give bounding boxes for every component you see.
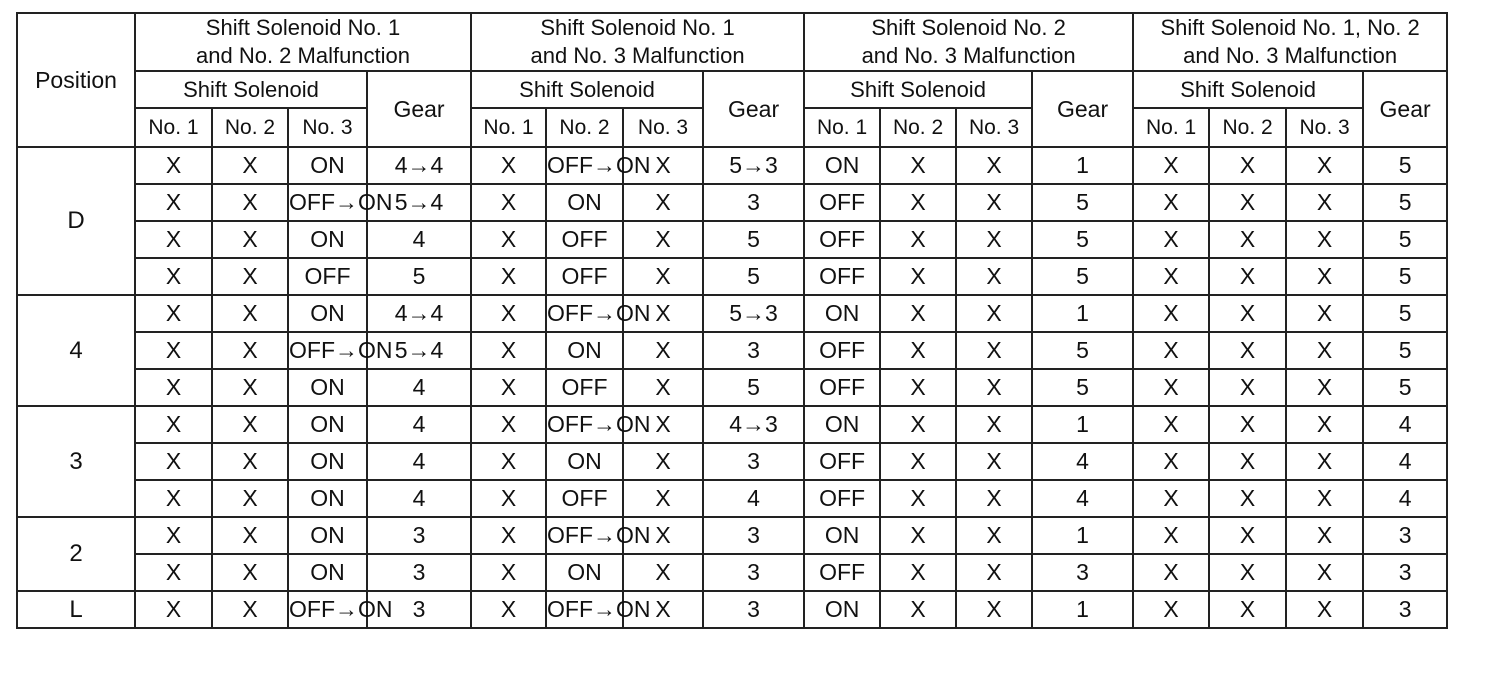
gear-cell: 5 [1032, 258, 1133, 295]
solenoid-state-cell: OFF→ON [546, 295, 623, 332]
gear-cell: 3 [1363, 591, 1447, 628]
gear-cell: 4 [367, 480, 471, 517]
solenoid-no3-header: No. 3 [623, 108, 703, 147]
gear-cell: 4 [367, 406, 471, 443]
solenoid-state-cell: X [212, 147, 288, 184]
solenoid-state-cell: X [956, 480, 1032, 517]
gear-cell: 5→4 [367, 184, 471, 221]
gear-cell: 3 [367, 517, 471, 554]
gear-cell: 5 [1363, 369, 1447, 406]
solenoid-state-cell: OFF [546, 369, 623, 406]
gear-cell: 1 [1032, 147, 1133, 184]
solenoid-state-cell: X [956, 221, 1032, 258]
solenoid-state-cell: OFF [804, 480, 880, 517]
table-row [17, 443, 1447, 480]
solenoid-state-cell: X [212, 295, 288, 332]
table-row [17, 480, 1447, 517]
gear-cell: 5 [703, 369, 804, 406]
solenoid-state-cell: X [1286, 332, 1363, 369]
solenoid-state-cell: X [880, 221, 956, 258]
solenoid-state-cell: ON [288, 221, 367, 258]
solenoid-state-cell: X [623, 406, 703, 443]
solenoid-state-cell: OFF [546, 480, 623, 517]
solenoid-state-cell: X [212, 258, 288, 295]
table-row [17, 591, 1447, 628]
gear-cell: 5 [1032, 221, 1133, 258]
solenoid-state-cell: X [1133, 147, 1209, 184]
gear-cell: 5→3 [703, 147, 804, 184]
solenoid-state-cell: X [623, 147, 703, 184]
solenoid-state-cell: X [1209, 221, 1286, 258]
solenoid-state-cell: ON [546, 554, 623, 591]
group-header-2 [471, 13, 804, 71]
solenoid-state-cell: X [1133, 517, 1209, 554]
gear-cell: 4→3 [703, 406, 804, 443]
solenoid-state-cell: X [956, 443, 1032, 480]
solenoid-state-cell: X [1209, 184, 1286, 221]
solenoid-state-cell: X [1209, 406, 1286, 443]
solenoid-state-cell: ON [288, 554, 367, 591]
solenoid-state-cell: X [135, 184, 212, 221]
solenoid-state-cell: X [1133, 480, 1209, 517]
solenoid-no3-header: No. 3 [1286, 108, 1363, 147]
solenoid-state-cell: X [623, 369, 703, 406]
solenoid-state-cell: X [135, 258, 212, 295]
gear-cell: 3 [367, 591, 471, 628]
solenoid-state-cell: X [135, 443, 212, 480]
group-title-line1: Shift Solenoid No. 2 [871, 15, 1066, 40]
solenoid-state-cell: X [1209, 258, 1286, 295]
solenoid-state-cell: X [623, 221, 703, 258]
solenoid-state-cell: X [880, 517, 956, 554]
solenoid-state-cell: ON [804, 517, 880, 554]
solenoid-no3-header: No. 3 [288, 108, 367, 147]
solenoid-state-cell: X [135, 332, 212, 369]
solenoid-state-cell: X [1286, 221, 1363, 258]
solenoid-state-cell: X [1286, 184, 1363, 221]
solenoid-state-cell: X [1286, 295, 1363, 332]
solenoid-state-cell: ON [804, 406, 880, 443]
solenoid-state-cell: ON [804, 147, 880, 184]
solenoid-state-cell: X [880, 147, 956, 184]
solenoid-state-cell: X [956, 591, 1032, 628]
gear-cell: 3 [1032, 554, 1133, 591]
gear-cell: 3 [1363, 554, 1447, 591]
solenoid-state-cell: X [623, 443, 703, 480]
group-header-4 [1133, 13, 1447, 71]
gear-cell: 5 [1363, 258, 1447, 295]
solenoid-state-cell: ON [804, 295, 880, 332]
solenoid-state-cell: OFF [804, 554, 880, 591]
gear-cell: 5 [1363, 221, 1447, 258]
solenoid-state-cell: X [1133, 221, 1209, 258]
solenoid-state-cell: X [471, 406, 546, 443]
solenoid-state-cell: X [135, 295, 212, 332]
solenoid-state-cell: X [471, 480, 546, 517]
solenoid-state-cell: X [623, 332, 703, 369]
gear-cell: 5 [1032, 184, 1133, 221]
gear-header: Gear [1363, 71, 1447, 147]
solenoid-state-cell: X [135, 369, 212, 406]
solenoid-state-cell: X [471, 443, 546, 480]
solenoid-state-cell: ON [288, 147, 367, 184]
solenoid-state-cell: ON [546, 184, 623, 221]
gear-cell: 5 [1363, 184, 1447, 221]
solenoid-state-cell: OFF [804, 184, 880, 221]
solenoid-state-cell: X [471, 295, 546, 332]
table-body [17, 147, 1447, 628]
solenoid-state-cell: X [212, 554, 288, 591]
solenoid-state-cell: X [880, 480, 956, 517]
solenoid-no1-header: No. 1 [471, 108, 546, 147]
solenoid-state-cell: X [1286, 258, 1363, 295]
solenoid-state-cell: X [1209, 554, 1286, 591]
gear-header: Gear [367, 71, 471, 147]
table-row [17, 221, 1447, 258]
solenoid-state-cell: X [956, 332, 1032, 369]
solenoid-state-cell: X [1209, 332, 1286, 369]
table-row [17, 332, 1447, 369]
table-row [17, 517, 1447, 554]
solenoid-state-cell: X [623, 480, 703, 517]
shift-solenoid-header: Shift Solenoid [135, 71, 367, 108]
group-title-line1: Shift Solenoid No. 1 [540, 15, 735, 40]
solenoid-state-cell: X [135, 147, 212, 184]
solenoid-state-cell: X [1286, 369, 1363, 406]
gear-cell: 3 [703, 332, 804, 369]
gear-cell: 3 [703, 517, 804, 554]
gear-cell: 5→3 [703, 295, 804, 332]
solenoid-state-cell: X [1209, 147, 1286, 184]
group-title-line1: Shift Solenoid No. 1 [205, 15, 401, 40]
solenoid-state-cell: X [623, 295, 703, 332]
solenoid-state-cell: X [956, 184, 1032, 221]
solenoid-state-cell: X [1133, 406, 1209, 443]
gear-cell: 1 [1032, 406, 1133, 443]
solenoid-state-cell: X [956, 258, 1032, 295]
solenoid-state-cell: OFF [804, 221, 880, 258]
position-header: Position [17, 13, 135, 147]
solenoid-state-cell: X [1133, 184, 1209, 221]
solenoid-state-cell: OFF→ON [288, 184, 367, 221]
solenoid-state-cell: X [471, 554, 546, 591]
gear-cell: 3 [367, 554, 471, 591]
solenoid-state-cell: X [1133, 332, 1209, 369]
solenoid-state-cell: X [212, 221, 288, 258]
gear-cell: 4 [1032, 443, 1133, 480]
solenoid-state-cell: X [471, 147, 546, 184]
table-row [17, 147, 1447, 184]
solenoid-state-cell: X [135, 221, 212, 258]
solenoid-state-cell: OFF [804, 443, 880, 480]
solenoid-state-cell: X [880, 369, 956, 406]
solenoid-no2-header: No. 2 [880, 108, 956, 147]
solenoid-state-cell: OFF [546, 221, 623, 258]
gear-cell: 3 [703, 184, 804, 221]
solenoid-state-cell: OFF→ON [546, 517, 623, 554]
solenoid-state-cell: ON [546, 443, 623, 480]
solenoid-state-cell: X [623, 517, 703, 554]
solenoid-state-cell: X [1133, 591, 1209, 628]
solenoid-state-cell: OFF [546, 258, 623, 295]
gear-cell: 3 [703, 591, 804, 628]
gear-cell: 4 [367, 369, 471, 406]
solenoid-no1-header: No. 1 [1133, 108, 1209, 147]
gear-cell: 5 [367, 258, 471, 295]
group-title-line2: and No. 3 Malfunction [861, 43, 1076, 69]
solenoid-state-cell: ON [288, 295, 367, 332]
gear-cell: 5 [703, 221, 804, 258]
table-row [17, 554, 1447, 591]
table-row [17, 295, 1447, 332]
solenoid-state-cell: X [1133, 295, 1209, 332]
solenoid-state-cell: OFF [804, 369, 880, 406]
gear-cell: 5 [1032, 369, 1133, 406]
solenoid-state-cell: X [135, 517, 212, 554]
solenoid-state-cell: X [880, 554, 956, 591]
gear-header: Gear [703, 71, 804, 147]
solenoid-state-cell: X [956, 295, 1032, 332]
solenoid-state-cell: OFF→ON [288, 332, 367, 369]
group-title-line2: and No. 3 Malfunction [1183, 43, 1398, 69]
solenoid-state-cell: X [1286, 406, 1363, 443]
table-row [17, 369, 1447, 406]
shift-solenoid-header: Shift Solenoid [804, 71, 1032, 108]
gear-cell: 1 [1032, 517, 1133, 554]
group-title-line1: Shift Solenoid No. 1, No. 2 [1160, 15, 1420, 40]
solenoid-state-cell: OFF [804, 258, 880, 295]
solenoid-state-cell: OFF→ON [546, 406, 623, 443]
position-cell: D [17, 147, 135, 295]
solenoid-state-cell: X [135, 591, 212, 628]
solenoid-state-cell: X [1209, 369, 1286, 406]
position-cell: L [17, 591, 135, 628]
gear-cell: 4 [703, 480, 804, 517]
solenoid-state-cell: X [1133, 443, 1209, 480]
solenoid-state-cell: X [1286, 443, 1363, 480]
solenoid-malfunction-table [16, 12, 1448, 629]
gear-cell: 4 [367, 221, 471, 258]
gear-cell: 4 [367, 443, 471, 480]
solenoid-state-cell: X [880, 184, 956, 221]
solenoid-state-cell: X [471, 369, 546, 406]
solenoid-state-cell: X [135, 554, 212, 591]
solenoid-state-cell: X [880, 406, 956, 443]
group-header-1 [135, 13, 471, 71]
solenoid-state-cell: X [212, 332, 288, 369]
gear-cell: 4 [1363, 443, 1447, 480]
solenoid-no1-header: No. 1 [804, 108, 880, 147]
gear-cell: 1 [1032, 591, 1133, 628]
solenoid-state-cell: X [623, 554, 703, 591]
solenoid-state-cell: X [212, 480, 288, 517]
solenoid-state-cell: ON [288, 369, 367, 406]
solenoid-state-cell: X [956, 147, 1032, 184]
solenoid-state-cell: X [1133, 554, 1209, 591]
solenoid-state-cell: OFF [804, 332, 880, 369]
solenoid-no1-header: No. 1 [135, 108, 212, 147]
solenoid-state-cell: X [1286, 147, 1363, 184]
solenoid-state-cell: OFF→ON [546, 591, 623, 628]
solenoid-state-cell: X [1209, 591, 1286, 628]
solenoid-state-cell: X [471, 332, 546, 369]
solenoid-no2-header: No. 2 [1209, 108, 1286, 147]
solenoid-state-cell: X [1133, 258, 1209, 295]
shift-solenoid-header: Shift Solenoid [1133, 71, 1363, 108]
solenoid-state-cell: ON [288, 480, 367, 517]
gear-cell: 5 [1363, 332, 1447, 369]
solenoid-state-cell: X [1209, 295, 1286, 332]
gear-header: Gear [1032, 71, 1133, 147]
position-cell: 3 [17, 406, 135, 517]
position-cell: 4 [17, 295, 135, 406]
solenoid-state-cell: X [623, 184, 703, 221]
group-title-line2: and No. 3 Malfunction [530, 43, 745, 69]
gear-cell: 4→4 [367, 295, 471, 332]
group-title-line2: and No. 2 Malfunction [196, 43, 411, 69]
solenoid-no2-header: No. 2 [546, 108, 623, 147]
group-header-3 [804, 13, 1133, 71]
solenoid-state-cell: OFF [288, 258, 367, 295]
gear-cell: 5 [1363, 295, 1447, 332]
solenoid-state-cell: X [1209, 443, 1286, 480]
solenoid-state-cell: X [212, 591, 288, 628]
solenoid-state-cell: X [880, 591, 956, 628]
solenoid-state-cell: ON [288, 443, 367, 480]
solenoid-state-cell: ON [288, 517, 367, 554]
solenoid-state-cell: X [880, 443, 956, 480]
solenoid-state-cell: X [1286, 554, 1363, 591]
solenoid-state-cell: X [956, 406, 1032, 443]
shift-solenoid-header: Shift Solenoid [471, 71, 703, 108]
solenoid-state-cell: X [1133, 369, 1209, 406]
solenoid-state-cell: X [212, 369, 288, 406]
gear-cell: 5 [1032, 332, 1133, 369]
solenoid-no3-header: No. 3 [956, 108, 1032, 147]
table-row [17, 184, 1447, 221]
solenoid-state-cell: X [212, 184, 288, 221]
solenoid-state-cell: X [471, 258, 546, 295]
solenoid-state-cell: X [135, 406, 212, 443]
solenoid-state-cell: X [623, 258, 703, 295]
gear-cell: 4→4 [367, 147, 471, 184]
solenoid-state-cell: OFF→ON [546, 147, 623, 184]
gear-cell: 3 [703, 443, 804, 480]
solenoid-state-cell: ON [804, 591, 880, 628]
solenoid-state-cell: X [1286, 480, 1363, 517]
solenoid-state-cell: X [1286, 517, 1363, 554]
solenoid-state-cell: X [1209, 517, 1286, 554]
gear-cell: 5→4 [367, 332, 471, 369]
solenoid-state-cell: X [212, 443, 288, 480]
solenoid-state-cell: X [956, 554, 1032, 591]
solenoid-state-cell: X [212, 406, 288, 443]
position-cell: 2 [17, 517, 135, 591]
solenoid-state-cell: X [212, 517, 288, 554]
solenoid-state-cell: X [135, 480, 212, 517]
gear-cell: 4 [1363, 406, 1447, 443]
solenoid-state-cell: X [880, 258, 956, 295]
solenoid-state-cell: X [1209, 480, 1286, 517]
solenoid-state-cell: ON [288, 406, 367, 443]
gear-cell: 4 [1363, 480, 1447, 517]
solenoid-state-cell: X [471, 184, 546, 221]
solenoid-state-cell: X [471, 221, 546, 258]
solenoid-no2-header: No. 2 [212, 108, 288, 147]
solenoid-state-cell: X [956, 517, 1032, 554]
gear-cell: 1 [1032, 295, 1133, 332]
solenoid-state-cell: ON [546, 332, 623, 369]
solenoid-state-cell: X [880, 295, 956, 332]
solenoid-state-cell: OFF→ON [288, 591, 367, 628]
solenoid-state-cell: X [623, 591, 703, 628]
gear-cell: 3 [703, 554, 804, 591]
gear-cell: 4 [1032, 480, 1133, 517]
solenoid-state-cell: X [956, 369, 1032, 406]
table-row [17, 406, 1447, 443]
gear-cell: 3 [1363, 517, 1447, 554]
solenoid-state-cell: X [1286, 591, 1363, 628]
table-row [17, 258, 1447, 295]
solenoid-state-cell: X [880, 332, 956, 369]
solenoid-state-cell: X [471, 517, 546, 554]
gear-cell: 5 [703, 258, 804, 295]
gear-cell: 5 [1363, 147, 1447, 184]
solenoid-state-cell: X [471, 591, 546, 628]
